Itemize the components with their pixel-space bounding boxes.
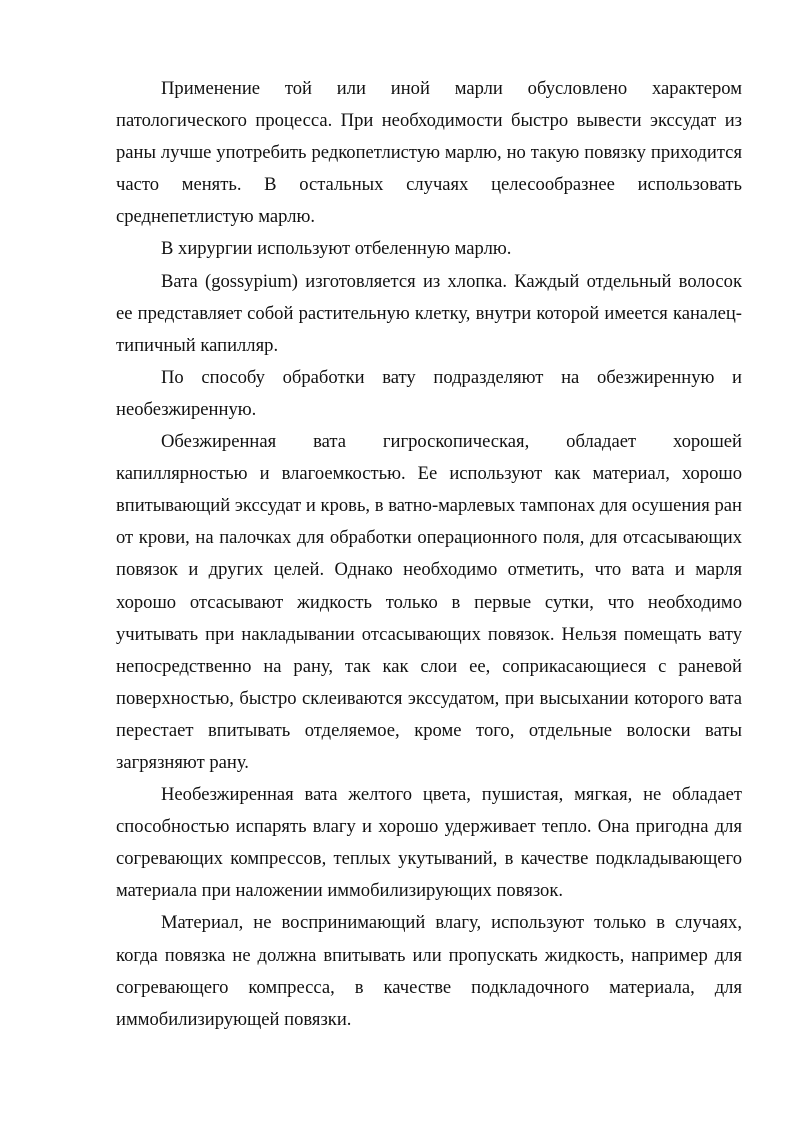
paragraph-cotton-wool: Вата (gossypium) изготовляется из хлопка. Каждый отдельный волосок ее представляет собой растительную клетку, внутри которой имеется каналец-типичный капилляр.	[116, 270, 742, 356]
paragraph-non-degreased-wool: Необезжиренная вата желтого цвета, пушистая, мягкая, не обладает способностью испарять влагу и хорошо удерживает тепло. Она пригодна для согревающих компрессов, теплых укутываний, в качестве подкладывающего материала при наложении иммобилизирующих повязок.	[116, 784, 742, 902]
paragraph-waterproof-material: Материал, не воспринимающий влагу, используют только в случаях, когда повязка не должна впитывать или пропускать жидкость, например для согревающего компресса, в качестве подкладочного материала, для иммобилизирующей повязки.	[116, 912, 742, 1030]
paragraph-gauze-usage: Применение той или иной марли обусловлено характером патологического процесса. При необходимости быстро вывести экссудат из раны лучше употребить редкопетлистую марлю, но такую повязку приходится часто менять. В остальных случаях целесообразнее использовать среднепетлистую марлю.	[116, 78, 742, 228]
paragraph-degreased-wool: Обезжиренная вата гигроскопическая, обладает хорошей капиллярностью и влагоемкостью. Ее используют как материал, хорошо впитывающий экссудат и кровь, в ватно-марлевых тампонах для осушения ран от крови, на палочках для обработки операционного поля, для отсасывающих повязок и других целей. Однако необходимо отметить, что вата и марля хорошо отсасывают жидкость только в первые сутки, что необходимо учитывать при накладывании отсасывающих повязок. Нельзя помещать вату непосредственно на рану, так как слои ее, соприкасающиеся с раневой поверхностью, быстро склеиваются экссудатом, при высыхании которого вата перестает впитывать отделяемое, кроме того, отдельные волоски ваты загрязняют рану.	[116, 431, 742, 773]
paragraph-bleached-gauze: В хирургии используют отбеленную марлю.	[161, 238, 512, 260]
paragraph-processing-methods: По способу обработки вату подразделяют на обезжиренную и необезжиренную.	[116, 366, 742, 420]
document-body	[116, 73, 742, 1036]
